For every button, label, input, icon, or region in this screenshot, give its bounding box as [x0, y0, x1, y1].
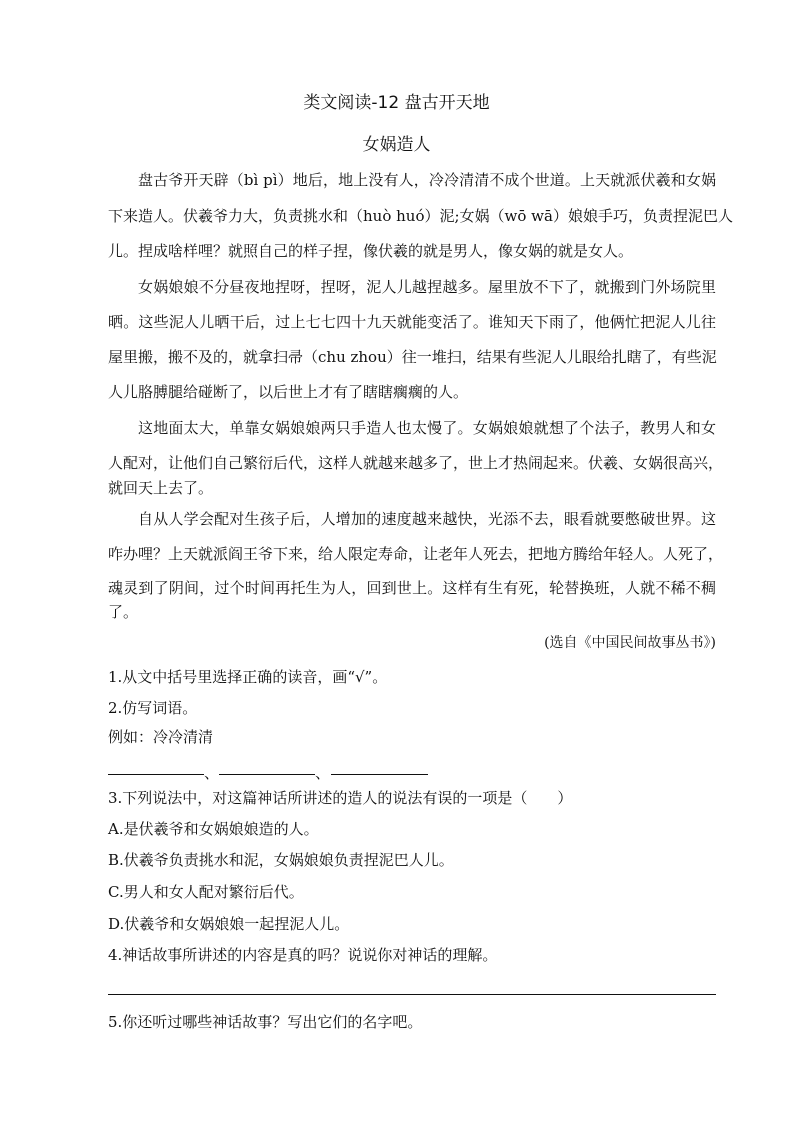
paragraph-line: 儿。捏成啥样哩？就照自己的样子捏，像伏羲的就是男人，像女娲的就是女人。: [108, 242, 634, 260]
paragraph-line: 人配对，让他们自己繁衍后代，这样人就越来越多了，世上才热闹起来。伏羲、女娲很高兴，: [108, 454, 724, 472]
answer-blank-2[interactable]: [219, 774, 315, 775]
paragraph-line: 盘古爷开天辟（bì pì）地后，地上没有人，冷冷清清不成个世道。上天就派伏羲和女娲: [138, 171, 716, 189]
story-title: 女娲造人: [362, 135, 431, 155]
paragraph-line: 自从人学会配对生孩子后，人增加的速度越来越快，光添不去，眼看就要憋破世界。这: [138, 510, 716, 528]
answer-line[interactable]: [108, 994, 716, 995]
paragraph-line: 这地面太大，单靠女娲娘娘两只手造人也太慢了。女娲娘娘就想了个法子，教男人和女: [138, 419, 716, 437]
option-d: D.伏羲爷和女娲娘娘一起捏泥人儿。: [108, 915, 350, 933]
example-text: 例如：冷冷清清: [108, 728, 214, 746]
option-b: B.伏羲爷负责挑水和泥，女娲娘娘负责捏泥巴人儿。: [108, 851, 454, 869]
answer-blank-3[interactable]: [331, 774, 428, 775]
paragraph-line: 屋里搬，搬不及的，就拿扫帚（chu zhou）往一堆扫，结果有些泥人儿眼给扎瞎了，有些泥: [108, 348, 717, 366]
paragraph-line: 晒。这些泥人儿晒干后，过上七七四十九天就能变活了。谁知天下雨了，他俩忙把泥人儿往: [108, 313, 716, 331]
paragraph-line: 就回天上去了。: [108, 479, 214, 497]
paragraph-line: 人儿胳膊腿给碰断了，以后世上才有了瞎瞎瘸瘸的人。: [108, 383, 469, 401]
question-3: 3.下列说法中，对这篇神话所讲述的造人的说法有误的一项是（ ）: [108, 789, 573, 807]
answer-blank-1[interactable]: [108, 774, 204, 775]
paragraph-line: 女娲娘娘不分昼夜地捏呀，捏呀，泥人儿越捏越多。屋里放不下了，就搬到门外场院里: [138, 278, 716, 296]
question-2: 2.仿写词语。: [108, 699, 198, 717]
question-4: 4.神话故事所讲述的内容是真的吗？说说你对神话的理解。: [108, 946, 498, 964]
paragraph-line: 下来造人。伏羲爷力大，负责挑水和（huò huó）泥;女娲（wō wā）娘娘手巧，负责捏泥巴人: [108, 207, 733, 225]
separator: 、: [204, 764, 220, 782]
paragraph-line: 了。: [108, 603, 139, 621]
option-c: C.男人和女人配对繁衍后代。: [108, 883, 304, 901]
page-title: 类文阅读-12 盘古开天地: [303, 93, 490, 113]
question-1: 1.从文中括号里选择正确的读音，画“√”。: [108, 668, 388, 686]
option-a: A.是伏羲爷和女娲娘娘造的人。: [108, 820, 319, 838]
separator: 、: [315, 764, 331, 782]
question-5: 5.你还听过哪些神话故事？写出它们的名字吧。: [108, 1013, 423, 1031]
paragraph-line: 魂灵到了阴间，过个时间再托生为人，回到世上。这样有生有死，轮替换班，人就不稀不稠: [108, 579, 716, 597]
source-citation: (选自《中国民间故事丛书》): [544, 635, 716, 651]
paragraph-line: 咋办哩？上天就派阎王爷下来，给人限定寿命，让老年人死去，把地方腾给年轻人。人死了，: [108, 545, 724, 563]
